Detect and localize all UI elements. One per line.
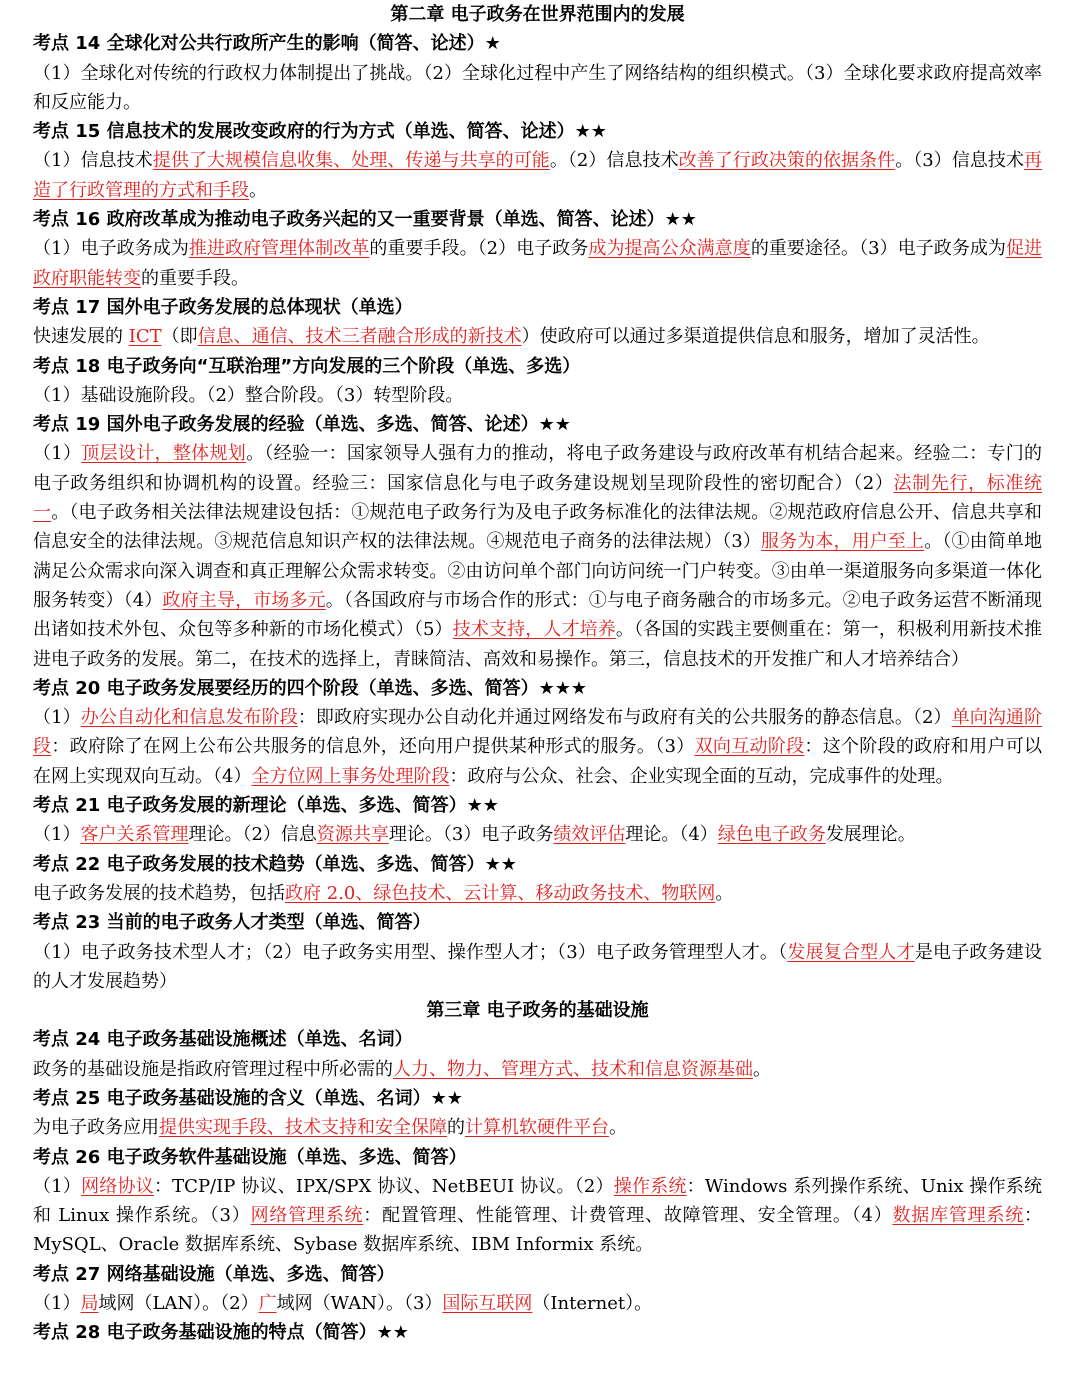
highlighted-term: 推进政府管理体制改革 [188, 238, 370, 260]
highlighted-term: 法制先行，标准统一 [33, 472, 1043, 524]
paragraph [33, 381, 1042, 410]
paragraph [33, 1113, 1042, 1142]
section-heading: 考点 22 电子政务发展的技术趋势（单选、多选、简答）★★ [33, 853, 517, 875]
highlighted-term: 双向互动阶段 [694, 736, 805, 758]
text-run: 。 [753, 1058, 771, 1080]
highlighted-term: 成为提高公众满意度 [588, 238, 751, 260]
section-heading: 考点 24 电子政务基础设施概述（单选、名词） [33, 1029, 413, 1051]
section-heading: 考点 15 信息技术的发展改变政府的行为方式（单选、简答、论述）★★ [33, 121, 607, 143]
paragraph [33, 59, 1042, 118]
highlighted-term: 技术支持，人才培养 [452, 619, 616, 641]
highlighted-term: 单向沟通阶段 [33, 707, 1043, 758]
text-run: 的重要途径。（3）电子政务成为 [750, 238, 1006, 260]
highlighted-term: 广 [258, 1293, 277, 1315]
highlighted-term: 改善了行政决策的依据条件 [678, 150, 896, 172]
paragraph [33, 1172, 1042, 1260]
text-run: 。 [249, 179, 267, 201]
highlighted-term: 计算机软硬件平台 [465, 1117, 609, 1139]
paragraph [33, 322, 1042, 351]
highlighted-term: 信息、通信、技术三者融合形成的新技术 [197, 326, 522, 348]
highlighted-term: 绿色电子政务 [717, 824, 826, 846]
highlighted-term: ICT [128, 326, 162, 348]
text-run: 为电子政务应用 [33, 1117, 159, 1139]
highlighted-term: 局 [80, 1293, 99, 1315]
section-heading: 考点 20 电子政务发展要经历的四个阶段（单选、多选、简答）★★★ [33, 677, 587, 699]
text-run: 理论。（2）信息 [188, 824, 317, 846]
text-run: 发展理论。 [825, 824, 916, 846]
chapter-title: 第三章 电子政务的基础设施 [426, 1000, 649, 1022]
text-run: （1）电子政务成为 [33, 238, 189, 260]
text-run: 政务的基础设施是指政府管理过程中所必需的 [33, 1058, 393, 1080]
text-run: （1） [33, 443, 82, 465]
section-heading: 考点 16 政府改革成为推动电子政务兴起的又一重要背景（单选、简答、论述）★★ [33, 209, 697, 231]
highlighted-term: 客户关系管理 [80, 824, 189, 846]
highlighted-term: 提供了大规模信息收集、处理、传递与共享的可能 [152, 150, 550, 172]
text-run: ：TCP/IP 协议、IPX/SPX 协议、NetBEUI 协议。（2） [153, 1175, 614, 1197]
text-run: 理论。（3）电子政务 [388, 824, 554, 846]
text-run: （1）电子政务技术型人才；（2）电子政务实用型、操作型人才；（3）电子政务管理型人才。（ [33, 941, 788, 963]
text-run: （1） [33, 1175, 82, 1197]
text-run: ：这个阶段的政府和用户可以在网上实现双向互动。（4） [33, 736, 1043, 787]
section-heading: 考点 17 国外电子政务发展的总体现状（单选） [33, 296, 413, 318]
text-run: 域网（LAN）。（2） [98, 1293, 259, 1315]
text-run: 理论。（4） [625, 824, 718, 846]
highlighted-term: 发展复合型人才 [787, 941, 915, 963]
highlighted-term: 数据库管理系统 [892, 1205, 1025, 1227]
text-run: （1）信息技术 [33, 150, 153, 172]
paragraph [33, 938, 1042, 997]
highlighted-term: 网络协议 [81, 1175, 154, 1197]
highlighted-term: 促进政府职能转变 [33, 238, 1043, 289]
text-run: 。（①由简单地满足公众需求向深入调查和真正理解公众需求转变。②由访问单个部门向访问统一门户转变。③由单一渠道服务向多渠道一体化服务转变）（4） [33, 531, 1043, 611]
text-run: 。（各国的实践主要侧重在：第一，积极利用新技术推进电子政务的发展。第二，在技术的选择上，青睐简洁、高效和易操作。第三，信息技术的开发推广和人才培养结合） [33, 619, 1043, 670]
text-run: 。（电子政务相关法律法规建设包括：①规范电子政务行为及电子政务标准化的法律法规。②规范政府信息公开、信息共享和信息安全的法律法规。③规范信息知识产权的法律法规。④规范电子商务的法律法规）（3） [33, 502, 1042, 553]
text-run: 。 [609, 1117, 627, 1139]
paragraph [33, 1289, 1042, 1318]
text-run: ：即政府实现办公自动化并通过网络发布与政府有关的公共服务的静态信息。（2） [297, 707, 952, 729]
highlighted-term: 再造了行政管理的方式和手段 [33, 150, 1043, 201]
section-heading: 考点 21 电子政务发展的新理论（单选、多选、简答）★★ [33, 795, 499, 817]
paragraph [33, 234, 1042, 293]
highlighted-term: 人力、物力、管理方式、技术和信息资源基础 [393, 1058, 753, 1080]
paragraph [33, 439, 1042, 673]
highlighted-term: 国际互联网 [442, 1293, 533, 1315]
text-run: （1） [33, 707, 81, 729]
text-run: 的 [447, 1117, 465, 1139]
section-heading: 考点 19 国外电子政务发展的经验（单选、多选、简答、论述）★★ [33, 414, 571, 436]
text-run: 电子政务发展的技术趋势，包括 [33, 882, 285, 904]
paragraph [33, 1055, 1042, 1084]
text-run: 快速发展的 [33, 326, 129, 348]
text-run: ：Windows 系列操作系统、Unix 操作系统和 Linux 操作系统。（3） [33, 1175, 1043, 1227]
highlighted-term: 服务为本，用户至上 [760, 531, 925, 553]
section-heading: 考点 14 全球化对公共行政所产生的影响（简答、论述）★ [33, 33, 501, 55]
chapter-title: 第二章 电子政务在世界范围内的发展 [390, 4, 685, 25]
highlighted-term: 办公自动化和信息发布阶段 [80, 707, 298, 729]
paragraph [33, 146, 1042, 205]
text-run: 是电子政务建设的人才发展趋势） [33, 941, 1043, 992]
section-heading: 考点 25 电子政务基础设施的含义（单选、名词）★★ [33, 1087, 463, 1109]
highlighted-term: 提供实现手段、技术支持和安全保障 [159, 1117, 447, 1139]
text-run: ：政府除了在网上公布公共服务的信息外，还向用户提供某种形式的服务。（3） [51, 736, 695, 758]
text-run: 的重要手段。 [141, 267, 249, 289]
text-run: 。（各国政府与市场合作的形式：①与电子商务融合的市场多元。②电子政务运营不断涌现出诸如技术外包、众包等多种新的市场化模式）（5） [33, 589, 1043, 641]
highlighted-term: 顶层设计，整体规划 [81, 443, 247, 465]
text-run: ：MySQL、Oracle 数据库系统、Sybase 数据库系统、IBM Informix 系统。 [33, 1205, 1043, 1256]
highlighted-term: 政府主导，市场多元 [162, 589, 326, 611]
section-heading: 考点 28 电子政务基础设施的特点（简答）★★ [33, 1322, 409, 1344]
text-run: 的重要手段。（2）电子政务 [369, 238, 589, 260]
highlighted-term: 资源共享 [316, 824, 389, 846]
highlighted-term: 网络管理系统 [250, 1205, 364, 1227]
text-run: ：政府与公众、社会、企业实现全面的互动，完成事件的处理。 [449, 765, 954, 787]
text-run: （即 [161, 326, 198, 348]
text-run: 。（经验一：国家领导人强有力的推动，将电子政务建设与政府改革有机结合起来。经验二：专门的电子政务组织和协调机构的设置。经验三：国家信息化与电子政务建设规划呈现阶段性的密切配合）（2） [33, 443, 1043, 494]
section-heading: 考点 23 当前的电子政务人才类型（单选、简答） [33, 912, 431, 934]
highlighted-term: 全方位网上事务处理阶段 [251, 765, 450, 787]
text-run: （1）全球化对传统的行政权力体制提出了挑战。（2）全球化过程中产生了网络结构的组织模式。（3）全球化要求政府提高效率和反应能力。 [33, 62, 1042, 113]
text-run: （Internet）。 [532, 1293, 653, 1315]
highlighted-term: 绩效评估 [553, 824, 626, 846]
text-run: 。 [715, 882, 734, 904]
text-run: 。（3）信息技术 [895, 150, 1025, 172]
text-run: （1）基础设施阶段。（2）整合阶段。（3）转型阶段。 [33, 384, 464, 406]
section-heading: 考点 26 电子政务软件基础设施（单选、多选、简答） [33, 1146, 467, 1168]
text-run: ）使政府可以通过多渠道提供信息和服务，增加了灵活性。 [521, 326, 990, 348]
text-run: ：配置管理、性能管理、计费管理、故障管理、安全管理。（4） [363, 1205, 893, 1227]
section-heading: 考点 27 网络基础设施（单选、多选、简答） [33, 1263, 395, 1285]
paragraph [33, 879, 1042, 908]
section-heading: 考点 18 电子政务向“互联治理”方向发展的三个阶段（单选、多选） [33, 355, 581, 377]
text-run: （1） [33, 1293, 81, 1315]
text-run: 。（2）信息技术 [549, 150, 679, 172]
text-run: （1） [33, 824, 81, 846]
text-run: 域网（WAN）。（3） [276, 1293, 443, 1315]
paragraph [33, 820, 1042, 849]
highlighted-term: 操作系统 [613, 1175, 687, 1197]
paragraph [33, 703, 1042, 791]
highlighted-term: 政府 2.0、绿色技术、云计算、移动政务技术、物联网 [285, 882, 716, 904]
